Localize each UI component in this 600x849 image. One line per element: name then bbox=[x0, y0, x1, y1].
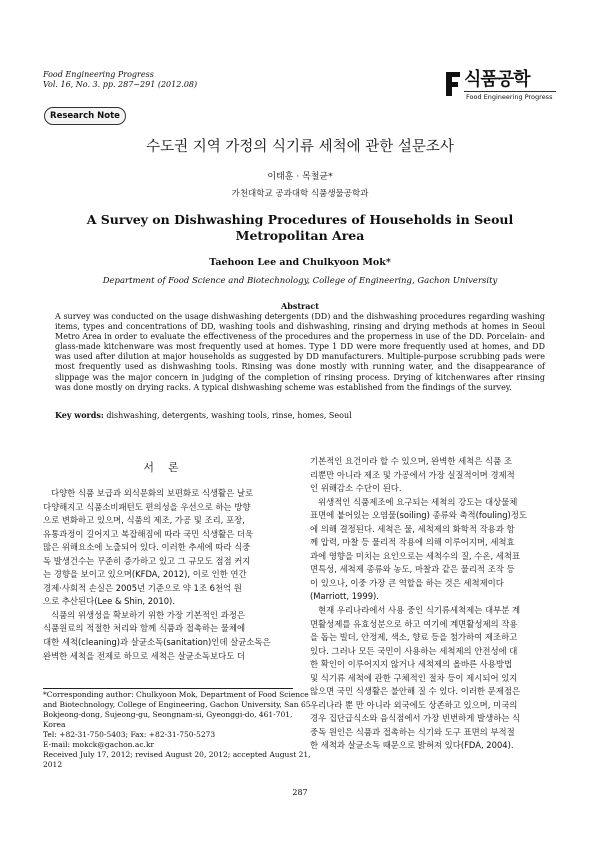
text-line: 으로 추산된다(Lee & Shin, 2010). bbox=[43, 596, 175, 607]
text-line: 현재 우리나라에서 사용 중인 식기류세척제는 대부분 계 bbox=[318, 605, 521, 616]
text-line: 리뿐만 아니라 제조 및 가공에서 가장 실질적이며 경제적 bbox=[310, 469, 515, 480]
title-english-line-2: Metropolitan Area bbox=[235, 228, 365, 243]
text-line: 경우 집단급식소와 음식점에서 가장 빈번하게 발생하는 식 bbox=[310, 713, 521, 724]
footnote-line: and Biotechnology, College of Engineering, Gachon University, San 65 bbox=[43, 700, 311, 709]
text-line: 유통과정이 길어지고 복잡해짐에 따라 국민 식생활은 더욱 bbox=[43, 528, 254, 539]
text-line: 경제·사회적 손실은 2005년 기준으로 약 1조 6천억 원 bbox=[43, 582, 242, 593]
text-line: 께 압력, 마찰 등 물리적 작용에 의해 이루어지며, 세척효 bbox=[310, 537, 515, 548]
title-english bbox=[40, 212, 560, 244]
text-line: 독 발생건수는 꾸준히 증가하고 있고 그 규모도 점점 커지 bbox=[43, 555, 251, 566]
paragraph bbox=[310, 604, 560, 753]
text-line: 인 위해감소 수단이 된다. bbox=[310, 483, 402, 494]
text-line: 다양해지고 식품소비패턴도 편의성을 우선으로 하는 방향 bbox=[43, 501, 251, 512]
text-line: 우리나라 뿐 만 아니라 외국에도 상존하고 있으며, 미국의 bbox=[310, 699, 518, 710]
affiliation-english: Department of Food Science and Biotechnology, College of Engineering, Gachon University bbox=[102, 276, 498, 286]
affiliation-korean: 가천대학교 공과대학 식품생물공학과 bbox=[231, 189, 369, 199]
logo-korean-text: 식품공학 bbox=[464, 69, 530, 90]
text-line: 기본적인 요건이라 할 수 있으며, 완벽한 세척은 식품 조 bbox=[310, 456, 512, 466]
text-line: 중독 원인은 식품과 접촉하는 식기와 도구 표면의 부적절 bbox=[310, 726, 515, 737]
text-line: 다양한 식품 보급과 외식문화의 보편화로 식생활은 날로 bbox=[51, 488, 254, 498]
journal-logo bbox=[444, 68, 556, 108]
right-column bbox=[310, 455, 560, 753]
footnote-line: E-mail: mokck@gachon.ac.kr bbox=[43, 740, 155, 749]
paragraph bbox=[43, 487, 293, 609]
text-line: 위생적인 식품제조에 요구되는 세척의 강도는 대상물체 bbox=[318, 496, 518, 507]
text-line: 않으면 국민 식생활은 불안해 질 수 있다. 이러한 문제점은 bbox=[310, 686, 521, 697]
footnote-divider bbox=[43, 688, 293, 689]
paragraph bbox=[310, 496, 560, 604]
text-line: (Marriott, 1999). bbox=[310, 591, 379, 602]
section-heading-introduction: 서론 bbox=[143, 461, 193, 474]
text-line: 는 경향을 보이고 있으며(KFDA, 2012), 이로 인한 연간 bbox=[43, 569, 247, 580]
footnote-line: Tel: +82-31-750-5403; Fax: +82-31-750-5273 bbox=[43, 730, 216, 739]
text-line: 을 돕는 빌더, 안정제, 색소, 향료 등을 첨가하여 제조하고 bbox=[310, 632, 518, 643]
footnote-line: Received July 17, 2012; revised August 20, 2012; accepted August 21, bbox=[43, 750, 311, 759]
text-line: 면특성, 세척제 종류와 농도, 마찰과 같은 물리적 조작 등 bbox=[310, 564, 515, 575]
article-type-badge: Research Note bbox=[44, 107, 126, 125]
text-line: 식품의 위생성을 확보하기 위한 가장 기본적인 과정은 bbox=[51, 609, 245, 620]
journal-issue: Vol. 16, No. 3. pp. 287~291 (2012.08) bbox=[43, 80, 198, 89]
footnote-line: *Corresponding author: Chulkyoon Mok, Department of Food Science bbox=[43, 690, 309, 699]
abstract-heading: Abstract bbox=[281, 301, 319, 311]
journal-name: Food Engineering Progress bbox=[43, 70, 154, 79]
footnote-line: Korea bbox=[43, 720, 66, 729]
footnote-line: 2012 bbox=[43, 760, 63, 769]
keywords bbox=[55, 410, 545, 420]
text-line: 대한 세척(cleaning)과 살균소독(sanitation)인데 살균소독은 bbox=[43, 637, 271, 648]
paragraph bbox=[43, 609, 293, 663]
text-line: 식품원료의 적절한 처리와 함께 식품과 접촉하는 물체에 bbox=[43, 623, 246, 634]
abstract-text: A survey was conducted on the usage dishwashing detergents (DD) and the dishwashing procedures regarding washing items, types and concentrations of DD, washing tools and dishwashing, rinsing and drying methods at homes in Seoul Metro Area in order to evaluate the effectiveness of the procedures and the properness in use of the DD. Porcelain- and glass-made kitchenware was most frequently used at homes. Type 1 DD were more frequently used at homes, and DD was used after dilution at major households as suggested by DD manufacturers. Multiple-purpose scrubbing pads were most frequently used as dishwashing tools. Rinsing was done mostly with running water, and the disappearance of slippage was the major concern in judging of the completion of rinsing process. Drying of kitchenwares after rinsing was done mostly on drying racks. A typical dishwashing scheme was established from the findings of the survey. bbox=[55, 312, 545, 392]
paragraph bbox=[310, 455, 560, 496]
authors-korean: 이태훈 · 목철균* bbox=[267, 172, 333, 182]
text-line: 한 확인이 이루어지지 않거나 세척제의 올바른 사용방법 bbox=[310, 659, 513, 670]
footnote-line: Bokjeong-dong, Sujeong-gu, Seongnam-si, Gyeonggi-do, 461-701, bbox=[43, 710, 293, 719]
text-line: 과에 영향을 미치는 요인으로는 세척수의 질, 수온, 세척표 bbox=[310, 550, 521, 561]
text-line: 표면에 붙어있는 오염물(soiling) 종류와 축적(fouling)정도 bbox=[310, 510, 528, 521]
keywords-list: dishwashing, detergents, washing tools, rinse, homes, Seoul bbox=[106, 411, 352, 420]
logo-english-text: Food Engineering Progress bbox=[466, 93, 553, 101]
title-english-line-1: A Survey on Dishwashing Procedures of Households in Seoul bbox=[86, 212, 514, 227]
text-line: 이 있으나, 이중 가장 큰 역할을 하는 것은 세척제이다 bbox=[310, 577, 504, 588]
logo-divider bbox=[464, 91, 556, 92]
text-line: 면활성제를 유효성분으로 하고 여기에 계면활성제의 작용 bbox=[310, 618, 518, 629]
authors-english: Taehoon Lee and Chulkyoon Mok* bbox=[209, 257, 391, 268]
left-column bbox=[43, 455, 293, 663]
text-line: 있다. 그러나 모든 국민이 사용하는 세척제의 안전성에 대 bbox=[310, 645, 518, 656]
text-line: 에 의해 결정된다. 세척은 물, 세척제의 화학적 작용과 함 bbox=[310, 523, 515, 534]
text-line: 및 식기류 세척에 관한 구체적인 절차 등이 제시되어 있지 bbox=[310, 672, 518, 683]
keywords-label: Key words: bbox=[55, 410, 104, 420]
title-korean: 수도권 지역 가정의 식기류 세척에 관한 설문조사 bbox=[146, 139, 454, 155]
journal-header bbox=[43, 70, 197, 90]
footnote bbox=[43, 690, 311, 770]
page-number: 287 bbox=[292, 788, 308, 797]
text-line: 한 세척과 살균소독 때문으로 밝혀져 있다(FDA, 2004). bbox=[310, 740, 514, 751]
text-line: 완벽한 세척을 전제로 하므로 세척은 살균소독보다도 더 bbox=[43, 650, 246, 661]
text-line: 많은 위해요소에 노출되어 있다. 이러한 추세에 따라 식중 bbox=[43, 542, 251, 553]
logo-mark-icon bbox=[444, 70, 462, 98]
text-line: 으로 변화하고 있으며, 식품의 제조, 가공 및 조리, 포장, bbox=[43, 515, 245, 526]
